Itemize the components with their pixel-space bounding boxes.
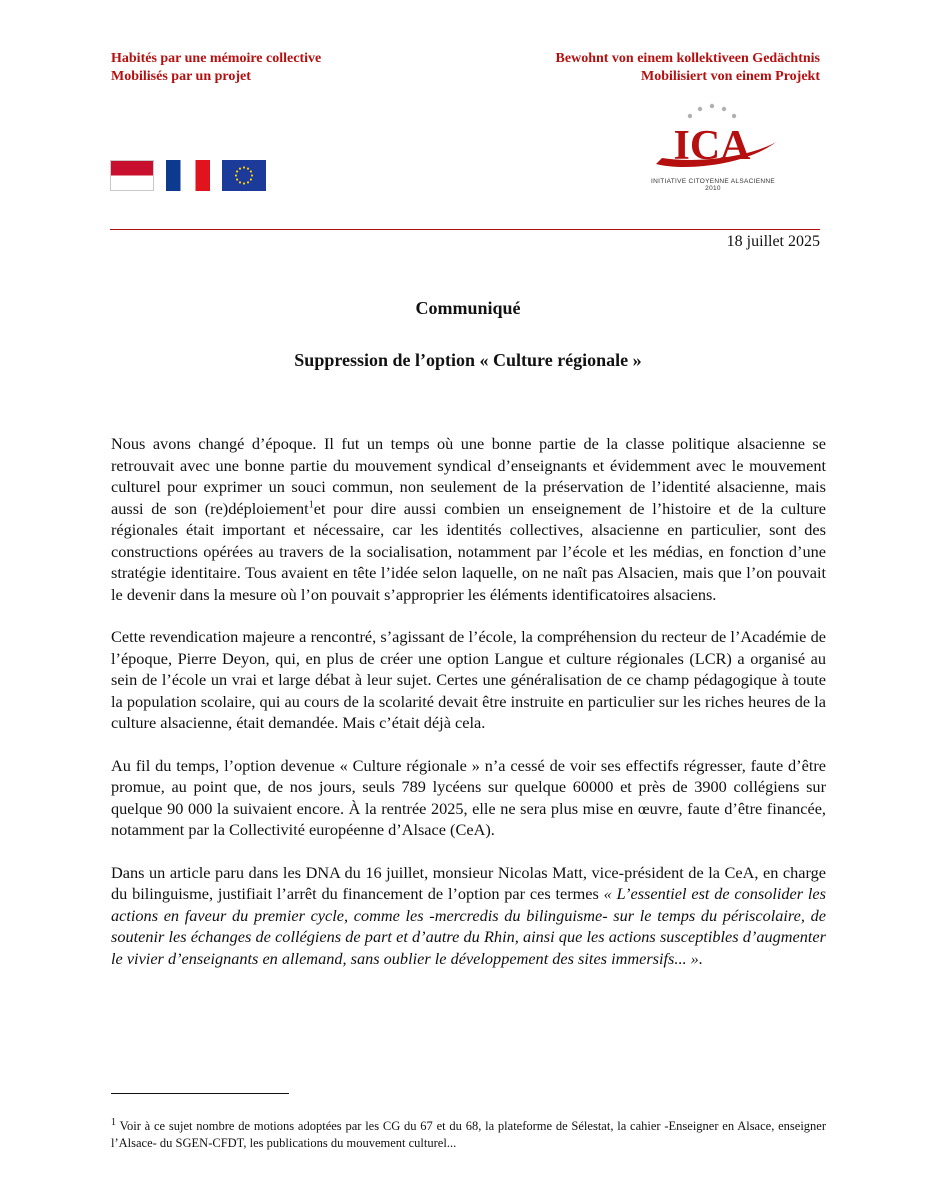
tagline-de-line2: Mobilisiert von einem Projekt: [641, 69, 820, 84]
paragraph-4: [111, 862, 826, 970]
header-divider: [110, 229, 820, 230]
tagline-de-line1: Bewohnt von einem kollektiveen Gedächtnis: [555, 51, 820, 66]
footnote-text: Voir à ce sujet nombre de motions adoptées par les CG du 67 et du 68, la plateforme de Sélestat, la cahier -Enseigner en Alsace, enseigner l’Alsace- du SGEN-CFDT, les publications du mouvement culturel...: [111, 1119, 827, 1150]
eu-flag: [222, 160, 266, 191]
header-tagline-german: [556, 50, 820, 86]
paragraph-1: [111, 433, 826, 605]
flags-row: [110, 160, 266, 191]
document-body: [111, 433, 826, 990]
tagline-fr-line1: Habités par une mémoire collective: [111, 51, 322, 66]
alsace-flag: [110, 160, 154, 191]
paragraph-2: Cette revendication majeure a rencontré, s’agissant de l’école, la compréhension du recteur de l’Académie de l’époque, Pierre Deyon, qui, en plus de créer une option Langue et culture régionales (LCR) a organisé au sein de l’école un vrai et large débat à leur sujet. Certes une généralisation de ce champ pédagogique à toute la population scolaire, qui au cours de la scolarité devait être instruite en particulier sur les riches heures de la culture alsacienne, était demandée. Mais c’était déjà cela.: [111, 627, 826, 732]
logo-caption: INITIATIVE CITOYENNE ALSACIENNE 2010: [651, 178, 775, 192]
page-subtitle: Suppression de l’option « Culture régionale »: [294, 350, 642, 370]
paragraph-3: Au fil du temps, l’option devenue « Culture régionale » n’a cessé de voir ses effectifs régresser, faute d’être promue, au point que, de nos jours, seuls 789 lycéens sur quelque 60000 et près de 3900 collégiens sur quelque 90 000 la suivaient encore. À la rentrée 2025, elle ne sera plus mise en œuvre, faute d’être financée, notamment par la Collectivité européenne d’Alsace (CeA).: [111, 755, 826, 839]
document-date: 18 juillet 2025: [726, 233, 820, 250]
header-tagline-french: [111, 50, 321, 86]
paragraph-1-part1: Nous avons changé d’époque. Il fut un temps où une bonne partie de la classe politique alsacienne se retrouvait avec une bonne partie du mouvement syndical d’enseignants et évidemment avec le mouvement culturel pour exprimer un souci commun, non seulement de la préservation de l’identité alsacienne, mais aussi de son (re)déploiement: [111, 434, 826, 518]
footnote-number: 1: [111, 1116, 116, 1128]
page-title: Communiqué: [415, 298, 521, 318]
paragraph-4-intro: Dans un article paru dans les DNA du 16 juillet, monsieur Nicolas Matt, vice-président de la CeA, en charge du bilinguisme, justifiait l’arrêt du financement de l’option par ces termes: [111, 862, 826, 903]
ica-logo: [648, 98, 778, 196]
footnote-divider: [111, 1093, 289, 1094]
paragraph-1-part2: et pour dire aussi combien un enseignement de l’histoire et de la culture régionales était important et nécessaire, car les identités collectives, alsacienne en particulier, sont des constructions opérées au travers de la socialisation, notamment par l’école et les médias, en fonction d’une stratégie identitaire. Tous avaient en tête l’idée selon laquelle, on ne naît pas Alsacien, mais que l’on pouvait le devenir dans la mesure où l’on pouvait s’approprier les éléments identificatoires alsaciens.: [111, 498, 826, 604]
logo-acronym: ICA: [673, 123, 751, 169]
france-flag: [166, 160, 210, 191]
tagline-fr-line2: Mobilisés par un projet: [111, 69, 251, 84]
footnote: [111, 1118, 826, 1152]
paragraph-4-quote: « L’essentiel est de consolider les actions en faveur du premier cycle, comme les -mercredis du bilinguisme- sur le temps du périscolaire, de soutenir les échanges de collégiens de part et d’autre du Rhin, ainsi que les actions susceptibles d’augmenter le vivier d’enseignants en allemand, sans oublier le développement des sites immersifs... ».: [111, 884, 826, 968]
footnote-ref: 1: [308, 499, 314, 511]
